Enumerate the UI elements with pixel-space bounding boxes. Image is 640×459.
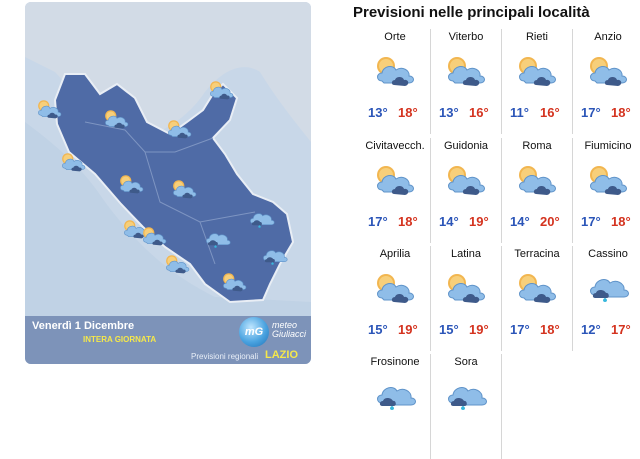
city-name: Roma <box>522 140 552 152</box>
map-terrain <box>25 2 311 364</box>
cloud-sun-icon <box>585 162 633 198</box>
city-forecast-card[interactable] <box>360 138 431 243</box>
city-name: Latina <box>451 248 481 260</box>
temp-min: 17° <box>581 105 601 120</box>
meteo-logo: mG <box>239 317 269 347</box>
city-forecast-card[interactable] <box>431 246 502 351</box>
city-forecast-card[interactable] <box>502 29 573 134</box>
cloud-rain-icon <box>203 227 233 251</box>
cloud-sun-icon <box>514 162 562 198</box>
temp-max: 18° <box>611 105 631 120</box>
temp-max: 19° <box>469 214 489 229</box>
cloud-sun-icon <box>163 252 193 276</box>
city-forecast-card[interactable] <box>573 246 640 351</box>
city-forecast-card[interactable] <box>431 354 502 459</box>
temp-min: 11° <box>510 105 529 120</box>
cloud-sun-icon <box>372 53 420 89</box>
city-name: Anzio <box>594 31 622 43</box>
city-forecast-card[interactable] <box>360 29 431 134</box>
city-name: Terracina <box>514 248 560 260</box>
city-name: Frosinone <box>370 356 420 368</box>
cloud-sun-icon <box>372 162 420 198</box>
city-forecast-card[interactable] <box>573 138 640 243</box>
cloud-rain-icon <box>247 207 277 231</box>
cloud-sun-icon <box>443 53 491 89</box>
city-name: Civitavecch. <box>365 140 425 152</box>
city-name: Viterbo <box>448 31 484 43</box>
temp-max: 18° <box>398 214 418 229</box>
city-name: Rieti <box>525 31 548 43</box>
city-name: Sora <box>454 356 478 368</box>
cloud-sun-icon <box>514 270 562 306</box>
cloud-rain-icon <box>443 378 491 414</box>
temp-min: 12° <box>581 322 601 337</box>
temp-min: 17° <box>581 214 601 229</box>
cloud-sun-icon <box>585 53 633 89</box>
cloud-sun-icon <box>59 150 89 174</box>
cloud-rain-icon <box>372 378 420 414</box>
brand-line-1: meteo <box>272 320 298 330</box>
map-date: Venerdì 1 Dicembre <box>32 320 135 332</box>
cloud-sun-icon <box>117 172 147 196</box>
brand-name <box>272 321 310 339</box>
city-name: Fiumicino <box>584 140 632 152</box>
regional-label: Previsioni regionali <box>191 352 259 361</box>
map-period: INTERA GIORNATA <box>83 335 157 344</box>
temp-max: 20° <box>540 214 560 229</box>
cloud-sun-icon <box>170 177 200 201</box>
forecast-title: Previsioni nelle principali località <box>353 4 590 21</box>
temp-min: 13° <box>368 105 388 120</box>
cloud-sun-icon <box>207 78 237 102</box>
temp-min: 17° <box>368 214 388 229</box>
cloud-sun-icon <box>140 224 170 248</box>
temp-max: 18° <box>611 214 631 229</box>
cloud-rain-icon <box>260 244 290 268</box>
city-name: Guidonia <box>443 140 489 152</box>
temp-max: 19° <box>398 322 418 337</box>
temp-min: 15° <box>439 322 459 337</box>
temp-max: 18° <box>398 105 418 120</box>
cloud-sun-icon <box>165 117 195 141</box>
cloud-sun-icon <box>220 270 250 294</box>
brand-line-2: Giuliacci <box>272 329 307 339</box>
city-name: Cassino <box>588 248 628 260</box>
temp-min: 13° <box>439 105 459 120</box>
city-name: Aprilia <box>379 248 411 260</box>
temp-max: 19° <box>469 322 489 337</box>
temp-max: 16° <box>540 105 560 120</box>
region-map[interactable] <box>25 2 311 364</box>
cloud-sun-icon <box>443 270 491 306</box>
temp-max: 17° <box>611 322 631 337</box>
temp-min: 17° <box>510 322 530 337</box>
temp-min: 14° <box>439 214 459 229</box>
city-name: Orte <box>384 31 406 43</box>
cloud-sun-icon <box>514 53 562 89</box>
temp-min: 14° <box>510 214 530 229</box>
cloud-sun-icon <box>372 270 420 306</box>
temp-min: 15° <box>368 322 388 337</box>
region-name: LAZIO <box>265 349 298 361</box>
temp-max: 16° <box>469 105 489 120</box>
cloud-sun-icon <box>35 97 65 121</box>
city-forecast-card[interactable] <box>431 138 502 243</box>
city-forecast-card[interactable] <box>431 29 502 134</box>
city-forecast-card[interactable] <box>573 29 640 134</box>
city-forecast-card[interactable] <box>502 246 573 351</box>
city-forecast-card[interactable] <box>502 138 573 243</box>
cloud-rain-icon <box>585 270 633 306</box>
city-forecast-card[interactable] <box>360 354 431 459</box>
temp-max: 18° <box>540 322 560 337</box>
cloud-sun-icon <box>443 162 491 198</box>
cloud-sun-icon <box>102 107 132 131</box>
city-forecast-card[interactable] <box>360 246 431 351</box>
